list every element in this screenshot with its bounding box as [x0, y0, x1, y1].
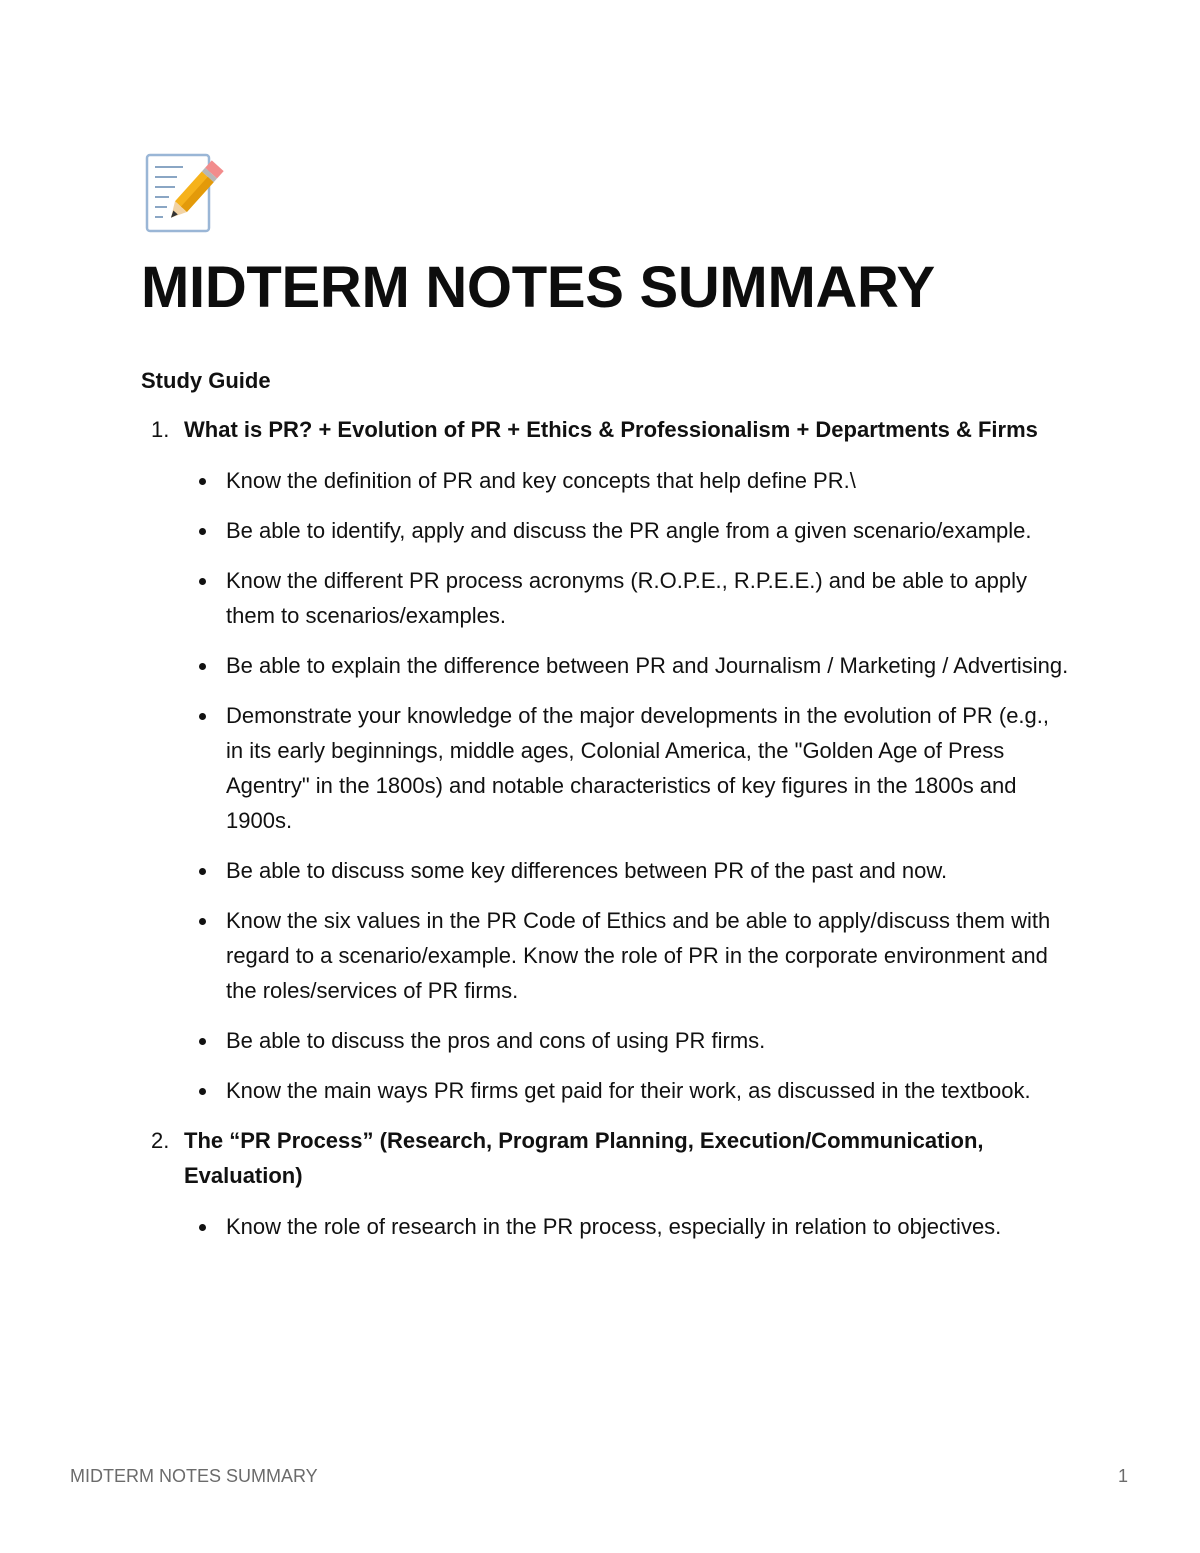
list-item-text: Be able to identify, apply and discuss the PR angle from a given scenario/example. [226, 518, 1032, 543]
page-title: MIDTERM NOTES SUMMARY [141, 255, 935, 320]
topic-heading [141, 1123, 1071, 1193]
list-item [141, 698, 1071, 838]
topic-number: 2. [151, 1128, 170, 1153]
list-item [141, 1209, 1071, 1244]
bullet-icon [199, 478, 206, 485]
bullet-icon [199, 713, 206, 720]
list-item [141, 463, 1071, 498]
bullet-icon [199, 1038, 206, 1045]
page-number: 1 [1117, 1466, 1128, 1486]
bullet-icon [199, 663, 206, 670]
study-guide-list [141, 412, 1071, 1259]
topic-heading-text: The “PR Process” (Research, Program Planning, Execution/Communication, Evaluation) [184, 1128, 984, 1188]
memo-pencil-icon [143, 153, 229, 235]
bullet-icon [199, 1088, 206, 1095]
section-heading: Study Guide [141, 368, 271, 393]
list-item-text: Be able to discuss some key differences between PR of the past and now. [226, 858, 948, 883]
list-item [141, 853, 1071, 888]
list-item-text: Know the role of research in the PR process, especially in relation to objectives. [226, 1214, 1002, 1239]
topic-heading-text: What is PR? + Evolution of PR + Ethics & Professionalism + Departments & Firms [184, 417, 1038, 442]
bullet-icon [199, 578, 206, 585]
list-item [141, 563, 1071, 633]
topic-item [141, 412, 1071, 1108]
list-item-text: Know the main ways PR firms get paid for their work, as discussed in the textbook. [226, 1078, 1031, 1103]
topic-heading [141, 412, 1071, 447]
list-item-text: Know the definition of PR and key concepts that help define PR.\ [226, 468, 856, 493]
topic-item [141, 1123, 1071, 1244]
topic-number: 1. [151, 417, 170, 442]
footer-title: MIDTERM NOTES SUMMARY [70, 1466, 318, 1486]
bullet-icon [199, 918, 206, 925]
list-item-text: Know the different PR process acronyms (R.O.P.E., R.P.E.E.) and be able to apply them to scenarios/examples. [226, 568, 1027, 628]
list-item [141, 648, 1071, 683]
list-item [141, 513, 1071, 548]
list-item-text: Demonstrate your knowledge of the major developments in the evolution of PR (e.g., in its early beginnings, middle ages, Colonial America, the "Golden Age of Press Agentry" in the 1800s) and notable characteristics of key figures in the 1800s and 1900s. [226, 703, 1050, 833]
bullet-icon [199, 868, 206, 875]
list-item-text: Be able to discuss the pros and cons of using PR firms. [226, 1028, 766, 1053]
list-item [141, 1023, 1071, 1058]
bullet-icon [199, 528, 206, 535]
list-item [141, 1073, 1071, 1108]
bullet-list [141, 463, 1071, 1108]
bullet-list [141, 1209, 1071, 1244]
bullet-icon [199, 1224, 206, 1231]
list-item-text: Know the six values in the PR Code of Ethics and be able to apply/discuss them with regard to a scenario/example. Know the role of PR in the corporate environment and the roles/services of PR firms. [226, 908, 1051, 1003]
list-item-text: Be able to explain the difference between PR and Journalism / Marketing / Advertising. [226, 653, 1069, 678]
list-item [141, 903, 1071, 1008]
